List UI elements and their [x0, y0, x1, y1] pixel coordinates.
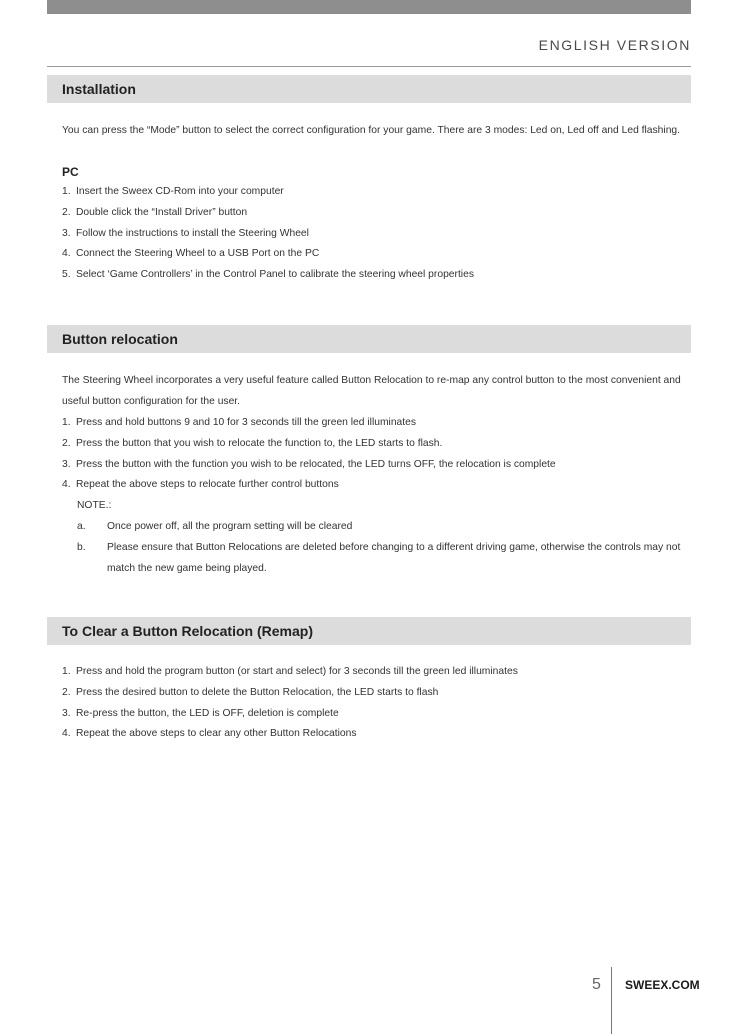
list-item [62, 244, 694, 265]
step-text: Press the button with the function you wish to be relocated, the LED turns OFF, the relocation is complete [76, 458, 556, 470]
step-text: Insert the Sweex CD-Rom into your computer [76, 186, 284, 197]
step-number: 4. [62, 728, 71, 740]
installation-intro: You can press the “Mode” button to select the correct configuration for your game. There are 3 modes: Led on, Led off and Led flashing. [62, 125, 681, 136]
top-bar [47, 0, 691, 14]
step-text: Follow the instructions to install the Steering Wheel [76, 227, 309, 239]
list-item [62, 224, 694, 245]
step-number: 3. [62, 227, 71, 239]
list-item [62, 434, 694, 455]
list-item [62, 182, 694, 203]
note-text: Please ensure that Button Relocations are deleted before changing to a different driving game, otherwise the controls may not match the new game being played. [107, 542, 681, 574]
list-item [62, 265, 694, 286]
header-rule [47, 66, 691, 67]
pc-label: PC [62, 165, 79, 179]
step-text: Re-press the button, the LED is OFF, deletion is complete [76, 707, 339, 719]
relocation-intro: The Steering Wheel incorporates a very useful feature called Button Relocation to re-map any control button to the most convenient and useful button configuration for the user. [62, 375, 681, 407]
step-number: 4. [62, 248, 71, 260]
section-relocation-title: Button relocation [47, 325, 691, 353]
step-text: Press and hold the program button (or start and select) for 3 seconds till the green led illuminates [76, 666, 518, 677]
step-number: 1. [62, 417, 71, 428]
section-clear-title: To Clear a Button Relocation (Remap) [47, 617, 691, 645]
list-item [62, 683, 694, 704]
list-item [62, 455, 694, 476]
step-number: 1. [62, 666, 71, 677]
step-text: Press the button that you wish to relocate the function to, the LED starts to flash. [76, 437, 443, 449]
step-text: Press the desired button to delete the Button Relocation, the LED starts to flash [76, 686, 439, 698]
note-letter: b. [77, 542, 86, 553]
step-text: Connect the Steering Wheel to a USB Port on the PC [76, 248, 320, 260]
section-installation-title: Installation [47, 75, 691, 103]
step-number: 2. [62, 206, 71, 218]
note-letter: a. [77, 521, 86, 532]
step-text: Repeat the above steps to clear any other Button Relocations [76, 728, 357, 740]
note-list [77, 516, 689, 579]
step-number: 1. [62, 186, 71, 197]
step-number: 4. [62, 479, 71, 491]
note-item [77, 537, 689, 579]
step-text: Select ‘Game Controllers’ in the Control Panel to calibrate the steering wheel properties [76, 269, 474, 281]
list-item [62, 203, 694, 224]
list-item [62, 413, 694, 434]
brand-link[interactable]: SWEEX.COM [625, 978, 700, 992]
relocation-steps [62, 413, 694, 496]
note-text: Once power off, all the program setting will be cleared [107, 521, 353, 532]
footer-divider [611, 967, 612, 1034]
page-number: 5 [592, 976, 601, 993]
step-number: 5. [62, 269, 71, 281]
step-number: 2. [62, 437, 71, 449]
note-label: NOTE.: [77, 500, 112, 511]
step-text: Repeat the above steps to relocate further control buttons [76, 479, 339, 491]
step-text: Press and hold buttons 9 and 10 for 3 seconds till the green led illuminates [76, 417, 417, 428]
step-text: Double click the “Install Driver” button [76, 206, 248, 218]
step-number: 3. [62, 707, 71, 719]
list-item [62, 724, 694, 745]
list-item [62, 704, 694, 725]
language-version-label: ENGLISH VERSION [538, 37, 691, 53]
installation-steps [62, 182, 694, 286]
step-number: 3. [62, 458, 71, 470]
list-item [62, 662, 694, 683]
note-item [77, 516, 689, 537]
step-number: 2. [62, 686, 71, 698]
list-item [62, 475, 694, 496]
clear-steps [62, 662, 694, 745]
